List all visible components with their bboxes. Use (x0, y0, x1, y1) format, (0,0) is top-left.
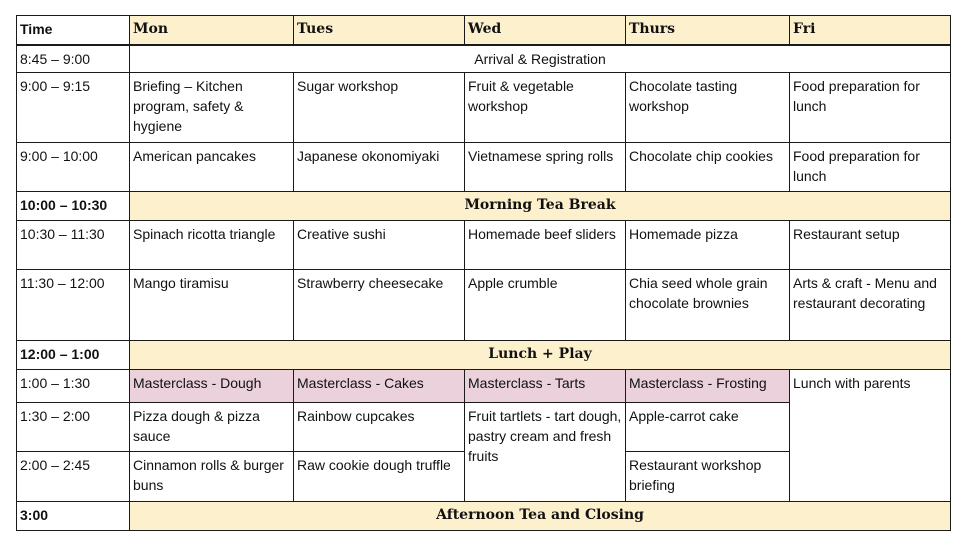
time-cell: 3:00 (17, 501, 130, 530)
masterclass-cell: Masterclass - Cakes (294, 369, 465, 402)
afternoon-tea-band: Afternoon Tea and Closing (130, 501, 951, 530)
time-cell: 12:00 – 1:00 (17, 340, 130, 369)
activity-cell: Spinach ricotta triangle (130, 221, 294, 270)
activity-cell: Vietnamese spring rolls (465, 143, 626, 192)
time-cell: 1:30 – 2:00 (17, 402, 130, 451)
activity-cell: Lunch with parents (790, 369, 951, 501)
header-fri: Fri (790, 16, 951, 45)
activity-cell: Raw cookie dough truffle (294, 451, 465, 501)
table-row (17, 369, 951, 402)
header-mon: Mon (130, 16, 294, 45)
activity-cell: Arts & craft - Menu and restaurant decorating (790, 270, 951, 340)
activity-cell: Fruit & vegetable workshop (465, 73, 626, 143)
table-row (17, 221, 951, 270)
activity-cell: Briefing – Kitchen program, safety & hygiene (130, 73, 294, 143)
table-row (17, 73, 951, 143)
table-row (17, 501, 951, 530)
header-thu: Thurs (626, 16, 790, 45)
activity-cell: Chocolate chip cookies (626, 143, 790, 192)
time-cell: 2:00 – 2:45 (17, 451, 130, 501)
activity-cell: Restaurant workshop briefing (626, 451, 790, 501)
activity-cell: Rainbow cupcakes (294, 402, 465, 451)
time-cell: 10:00 – 10:30 (17, 192, 130, 221)
activity-cell: Strawberry cheesecake (294, 270, 465, 340)
header-row (17, 16, 951, 45)
lunch-play-band: Lunch + Play (130, 340, 951, 369)
activity-cell: Fruit tartlets - tart dough, pastry cream and fresh fruits (465, 402, 626, 501)
table-row (17, 340, 951, 369)
activity-cell: Homemade pizza (626, 221, 790, 270)
time-cell: 9:00 – 10:00 (17, 143, 130, 192)
table-row (17, 270, 951, 340)
morning-tea-band: Morning Tea Break (130, 192, 951, 221)
activity-cell: American pancakes (130, 143, 294, 192)
arrival-cell: Arrival & Registration (130, 45, 951, 73)
time-cell: 1:00 – 1:30 (17, 369, 130, 402)
activity-cell: Japanese okonomiyaki (294, 143, 465, 192)
activity-cell: Restaurant setup (790, 221, 951, 270)
activity-cell: Chocolate tasting workshop (626, 73, 790, 143)
masterclass-cell: Masterclass - Dough (130, 369, 294, 402)
table-row (17, 45, 951, 73)
time-cell: 9:00 – 9:15 (17, 73, 130, 143)
table-row (17, 143, 951, 192)
activity-cell: Chia seed whole grain chocolate brownies (626, 270, 790, 340)
activity-cell: Mango tiramisu (130, 270, 294, 340)
table-row (17, 192, 951, 221)
activity-cell: Apple crumble (465, 270, 626, 340)
time-cell: 8:45 – 9:00 (17, 45, 130, 73)
activity-cell: Food preparation for lunch (790, 143, 951, 192)
masterclass-cell: Masterclass - Tarts (465, 369, 626, 402)
activity-cell: Creative sushi (294, 221, 465, 270)
activity-cell: Apple-carrot cake (626, 402, 790, 451)
activity-cell: Homemade beef sliders (465, 221, 626, 270)
header-wed: Wed (465, 16, 626, 45)
schedule-table (16, 15, 951, 531)
masterclass-cell: Masterclass - Frosting (626, 369, 790, 402)
time-cell: 10:30 – 11:30 (17, 221, 130, 270)
header-time: Time (17, 16, 130, 45)
activity-cell: Pizza dough & pizza sauce (130, 402, 294, 451)
activity-cell: Cinnamon rolls & burger buns (130, 451, 294, 501)
header-tue: Tues (294, 16, 465, 45)
time-cell: 11:30 – 12:00 (17, 270, 130, 340)
activity-cell: Food preparation for lunch (790, 73, 951, 143)
activity-cell: Sugar workshop (294, 73, 465, 143)
